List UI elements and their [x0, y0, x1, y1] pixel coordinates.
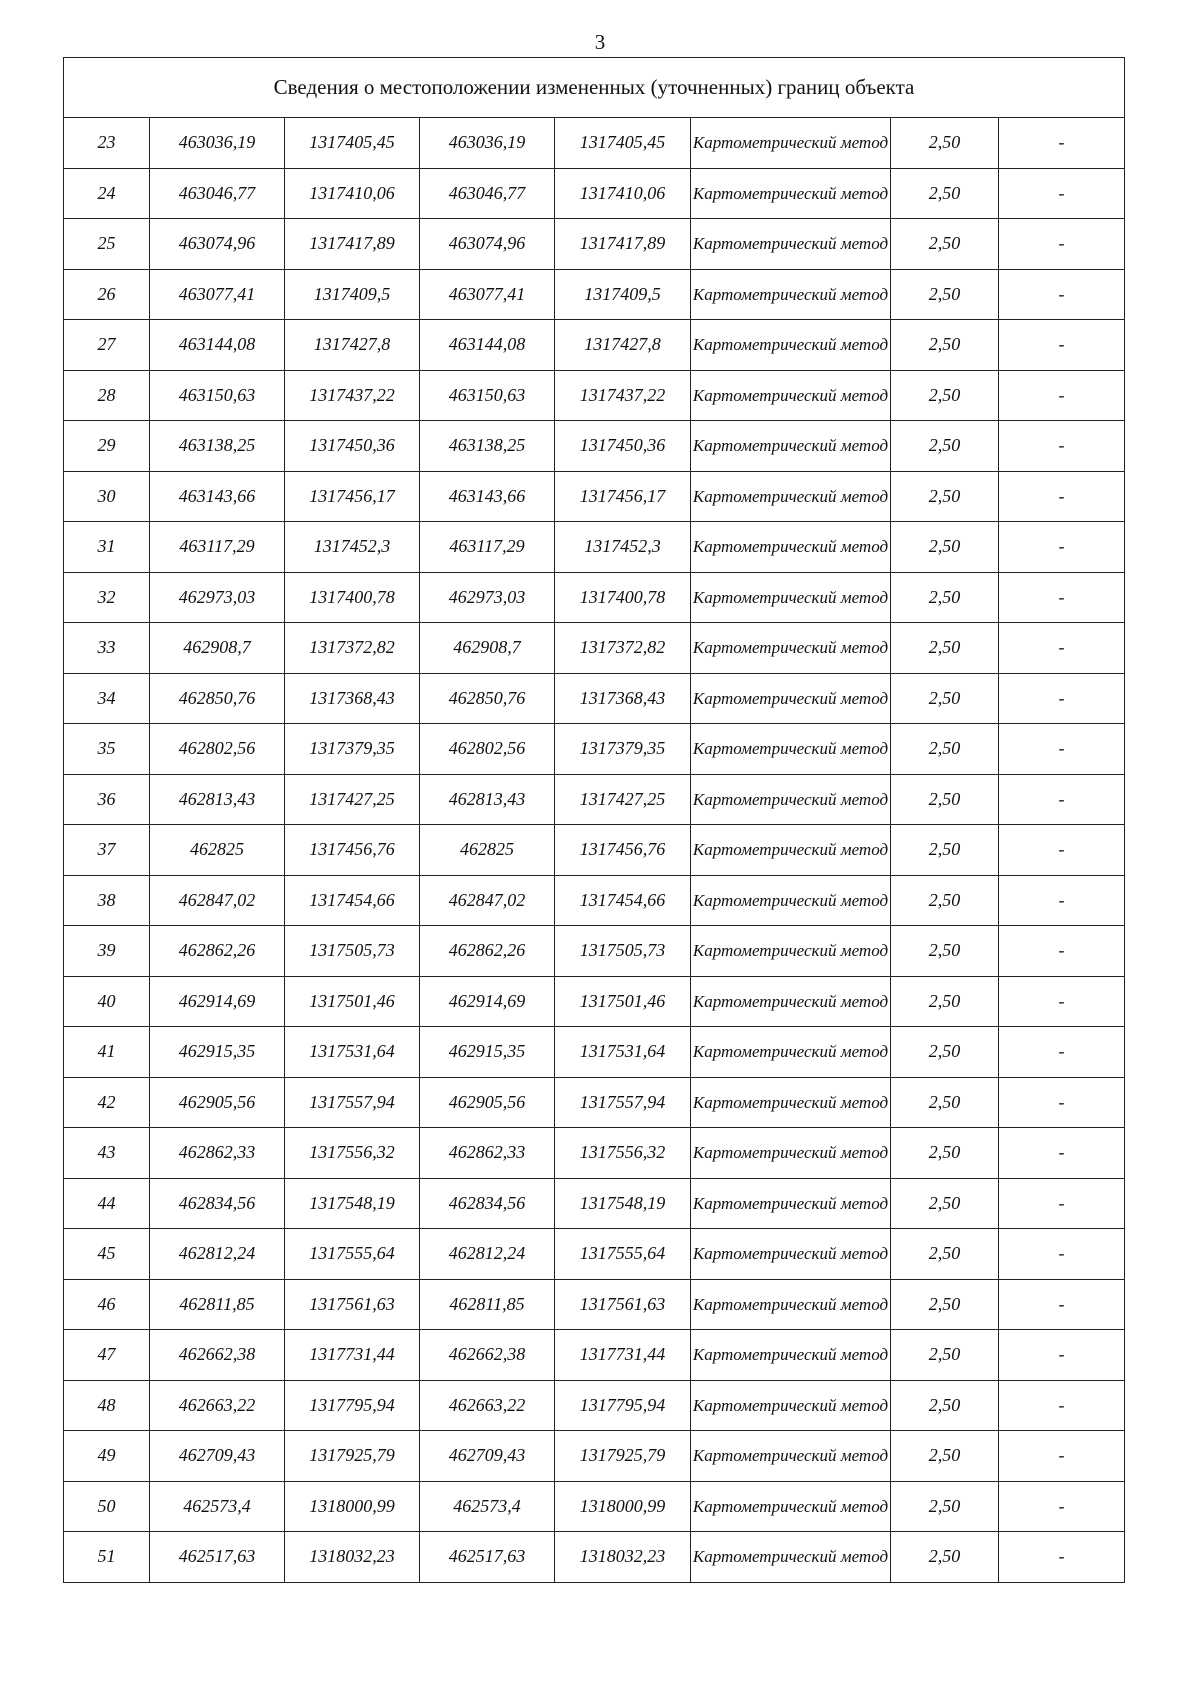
x-existing-cell: 462862,26: [150, 926, 285, 977]
determination-method-cell: Картометрический метод: [691, 118, 891, 169]
accuracy-cell: 2,50: [891, 774, 999, 825]
description-cell: -: [999, 825, 1125, 876]
table-row: [64, 623, 1125, 674]
y-new-cell: 1317405,45: [555, 118, 691, 169]
determination-method-cell: Картометрический метод: [691, 724, 891, 775]
y-existing-cell: 1317454,66: [285, 875, 420, 926]
table-row: [64, 471, 1125, 522]
description-cell: -: [999, 875, 1125, 926]
x-existing-cell: 462802,56: [150, 724, 285, 775]
point-number-cell: 42: [64, 1077, 150, 1128]
determination-method-cell: Картометрический метод: [691, 471, 891, 522]
description-cell: -: [999, 572, 1125, 623]
accuracy-cell: 2,50: [891, 522, 999, 573]
table-row: [64, 724, 1125, 775]
point-number-cell: 34: [64, 673, 150, 724]
table-row: [64, 1431, 1125, 1482]
x-existing-cell: 462862,33: [150, 1128, 285, 1179]
accuracy-cell: 2,50: [891, 219, 999, 270]
y-new-cell: 1317456,17: [555, 471, 691, 522]
y-existing-cell: 1317405,45: [285, 118, 420, 169]
y-existing-cell: 1317409,5: [285, 269, 420, 320]
point-number-cell: 41: [64, 1027, 150, 1078]
point-number-cell: 40: [64, 976, 150, 1027]
y-existing-cell: 1317556,32: [285, 1128, 420, 1179]
determination-method-cell: Картометрический метод: [691, 1279, 891, 1330]
x-new-cell: 462914,69: [420, 976, 555, 1027]
x-new-cell: 462517,63: [420, 1532, 555, 1583]
table-row: [64, 219, 1125, 270]
table-title-row: [64, 58, 1125, 118]
y-existing-cell: 1317557,94: [285, 1077, 420, 1128]
y-existing-cell: 1317561,63: [285, 1279, 420, 1330]
x-existing-cell: 462850,76: [150, 673, 285, 724]
table-row: [64, 118, 1125, 169]
x-existing-cell: 462825: [150, 825, 285, 876]
determination-method-cell: Картометрический метод: [691, 825, 891, 876]
table-row: [64, 522, 1125, 573]
table-row: [64, 1178, 1125, 1229]
x-existing-cell: 462847,02: [150, 875, 285, 926]
description-cell: -: [999, 1481, 1125, 1532]
y-new-cell: 1317409,5: [555, 269, 691, 320]
x-new-cell: 463144,08: [420, 320, 555, 371]
x-existing-cell: 463077,41: [150, 269, 285, 320]
y-new-cell: 1317427,25: [555, 774, 691, 825]
table-row: [64, 774, 1125, 825]
y-existing-cell: 1318000,99: [285, 1481, 420, 1532]
point-number-cell: 26: [64, 269, 150, 320]
determination-method-cell: Картометрический метод: [691, 976, 891, 1027]
description-cell: -: [999, 623, 1125, 674]
y-new-cell: 1317417,89: [555, 219, 691, 270]
determination-method-cell: Картометрический метод: [691, 522, 891, 573]
x-existing-cell: 462813,43: [150, 774, 285, 825]
description-cell: -: [999, 1178, 1125, 1229]
description-cell: -: [999, 926, 1125, 977]
description-cell: -: [999, 1330, 1125, 1381]
x-new-cell: 462847,02: [420, 875, 555, 926]
determination-method-cell: Картометрический метод: [691, 875, 891, 926]
x-new-cell: 462834,56: [420, 1178, 555, 1229]
page-number: 3: [594, 30, 606, 54]
table-row: [64, 1330, 1125, 1381]
point-number-cell: 37: [64, 825, 150, 876]
point-number-cell: 27: [64, 320, 150, 371]
determination-method-cell: Картометрический метод: [691, 1229, 891, 1280]
accuracy-cell: 2,50: [891, 1128, 999, 1179]
x-existing-cell: 463036,19: [150, 118, 285, 169]
x-new-cell: 462973,03: [420, 572, 555, 623]
accuracy-cell: 2,50: [891, 1027, 999, 1078]
x-existing-cell: 463117,29: [150, 522, 285, 573]
x-new-cell: 463074,96: [420, 219, 555, 270]
accuracy-cell: 2,50: [891, 1380, 999, 1431]
y-new-cell: 1317795,94: [555, 1380, 691, 1431]
determination-method-cell: Картометрический метод: [691, 370, 891, 421]
determination-method-cell: Картометрический метод: [691, 774, 891, 825]
determination-method-cell: Картометрический метод: [691, 269, 891, 320]
accuracy-cell: 2,50: [891, 1481, 999, 1532]
accuracy-cell: 2,50: [891, 471, 999, 522]
point-number-cell: 51: [64, 1532, 150, 1583]
x-existing-cell: 462517,63: [150, 1532, 285, 1583]
x-existing-cell: 462834,56: [150, 1178, 285, 1229]
point-number-cell: 33: [64, 623, 150, 674]
y-new-cell: 1317548,19: [555, 1178, 691, 1229]
y-existing-cell: 1317452,3: [285, 522, 420, 573]
y-new-cell: 1317731,44: [555, 1330, 691, 1381]
table-row: [64, 320, 1125, 371]
determination-method-cell: Картометрический метод: [691, 1481, 891, 1532]
y-new-cell: 1317531,64: [555, 1027, 691, 1078]
point-number-cell: 23: [64, 118, 150, 169]
x-new-cell: 462802,56: [420, 724, 555, 775]
y-existing-cell: 1317368,43: [285, 673, 420, 724]
accuracy-cell: 2,50: [891, 673, 999, 724]
determination-method-cell: Картометрический метод: [691, 1077, 891, 1128]
accuracy-cell: 2,50: [891, 875, 999, 926]
y-existing-cell: 1317548,19: [285, 1178, 420, 1229]
point-number-cell: 36: [64, 774, 150, 825]
x-existing-cell: 462914,69: [150, 976, 285, 1027]
table-row: [64, 673, 1125, 724]
accuracy-cell: 2,50: [891, 1178, 999, 1229]
table-row: [64, 1380, 1125, 1431]
x-existing-cell: 462905,56: [150, 1077, 285, 1128]
table-row: [64, 1128, 1125, 1179]
accuracy-cell: 2,50: [891, 269, 999, 320]
description-cell: -: [999, 421, 1125, 472]
x-existing-cell: 462662,38: [150, 1330, 285, 1381]
determination-method-cell: Картометрический метод: [691, 1532, 891, 1583]
table-row: [64, 370, 1125, 421]
y-new-cell: 1317456,76: [555, 825, 691, 876]
determination-method-cell: Картометрический метод: [691, 421, 891, 472]
table-row: [64, 168, 1125, 219]
x-new-cell: 462663,22: [420, 1380, 555, 1431]
x-existing-cell: 462709,43: [150, 1431, 285, 1482]
y-new-cell: 1317427,8: [555, 320, 691, 371]
accuracy-cell: 2,50: [891, 1279, 999, 1330]
y-existing-cell: 1317925,79: [285, 1431, 420, 1482]
determination-method-cell: Картометрический метод: [691, 673, 891, 724]
determination-method-cell: Картометрический метод: [691, 1380, 891, 1431]
description-cell: -: [999, 370, 1125, 421]
accuracy-cell: 2,50: [891, 421, 999, 472]
x-new-cell: 462850,76: [420, 673, 555, 724]
y-existing-cell: 1317731,44: [285, 1330, 420, 1381]
x-new-cell: 462573,4: [420, 1481, 555, 1532]
accuracy-cell: 2,50: [891, 1330, 999, 1381]
description-cell: -: [999, 724, 1125, 775]
y-existing-cell: 1317795,94: [285, 1380, 420, 1431]
y-new-cell: 1317452,3: [555, 522, 691, 573]
x-existing-cell: 462573,4: [150, 1481, 285, 1532]
x-new-cell: 462662,38: [420, 1330, 555, 1381]
x-existing-cell: 463144,08: [150, 320, 285, 371]
table-row: [64, 572, 1125, 623]
table-row: [64, 1532, 1125, 1583]
y-new-cell: 1317437,22: [555, 370, 691, 421]
accuracy-cell: 2,50: [891, 118, 999, 169]
x-new-cell: 462862,26: [420, 926, 555, 977]
determination-method-cell: Картометрический метод: [691, 320, 891, 371]
y-existing-cell: 1317400,78: [285, 572, 420, 623]
x-existing-cell: 462973,03: [150, 572, 285, 623]
point-number-cell: 46: [64, 1279, 150, 1330]
y-new-cell: 1317556,32: [555, 1128, 691, 1179]
point-number-cell: 48: [64, 1380, 150, 1431]
x-new-cell: 462862,33: [420, 1128, 555, 1179]
y-new-cell: 1317400,78: [555, 572, 691, 623]
y-existing-cell: 1317417,89: [285, 219, 420, 270]
point-number-cell: 38: [64, 875, 150, 926]
x-new-cell: 463117,29: [420, 522, 555, 573]
y-existing-cell: 1317379,35: [285, 724, 420, 775]
point-number-cell: 45: [64, 1229, 150, 1280]
determination-method-cell: Картометрический метод: [691, 1178, 891, 1229]
y-new-cell: 1317454,66: [555, 875, 691, 926]
y-existing-cell: 1317501,46: [285, 976, 420, 1027]
y-existing-cell: 1317410,06: [285, 168, 420, 219]
accuracy-cell: 2,50: [891, 572, 999, 623]
x-new-cell: 462905,56: [420, 1077, 555, 1128]
description-cell: -: [999, 1380, 1125, 1431]
x-existing-cell: 463074,96: [150, 219, 285, 270]
description-cell: -: [999, 1229, 1125, 1280]
y-new-cell: 1317501,46: [555, 976, 691, 1027]
description-cell: -: [999, 1077, 1125, 1128]
accuracy-cell: 2,50: [891, 168, 999, 219]
accuracy-cell: 2,50: [891, 370, 999, 421]
table-row: [64, 269, 1125, 320]
point-number-cell: 32: [64, 572, 150, 623]
description-cell: -: [999, 320, 1125, 371]
y-new-cell: 1317925,79: [555, 1431, 691, 1482]
y-new-cell: 1317368,43: [555, 673, 691, 724]
table-row: [64, 1077, 1125, 1128]
y-existing-cell: 1317427,25: [285, 774, 420, 825]
point-number-cell: 25: [64, 219, 150, 270]
point-number-cell: 49: [64, 1431, 150, 1482]
x-existing-cell: 463150,63: [150, 370, 285, 421]
determination-method-cell: Картометрический метод: [691, 1330, 891, 1381]
description-cell: -: [999, 1431, 1125, 1482]
y-new-cell: 1317379,35: [555, 724, 691, 775]
x-existing-cell: 462908,7: [150, 623, 285, 674]
y-existing-cell: 1317555,64: [285, 1229, 420, 1280]
description-cell: -: [999, 1027, 1125, 1078]
y-existing-cell: 1317456,76: [285, 825, 420, 876]
accuracy-cell: 2,50: [891, 926, 999, 977]
table-row: [64, 1229, 1125, 1280]
determination-method-cell: Картометрический метод: [691, 572, 891, 623]
description-cell: -: [999, 1532, 1125, 1583]
y-new-cell: 1317410,06: [555, 168, 691, 219]
table-row: [64, 421, 1125, 472]
description-cell: -: [999, 976, 1125, 1027]
point-number-cell: 44: [64, 1178, 150, 1229]
accuracy-cell: 2,50: [891, 1077, 999, 1128]
description-cell: -: [999, 1128, 1125, 1179]
y-new-cell: 1317561,63: [555, 1279, 691, 1330]
table-row: [64, 1279, 1125, 1330]
x-existing-cell: 462811,85: [150, 1279, 285, 1330]
x-existing-cell: 462812,24: [150, 1229, 285, 1280]
x-new-cell: 462811,85: [420, 1279, 555, 1330]
accuracy-cell: 2,50: [891, 825, 999, 876]
y-existing-cell: 1317505,73: [285, 926, 420, 977]
x-existing-cell: 462915,35: [150, 1027, 285, 1078]
y-new-cell: 1317450,36: [555, 421, 691, 472]
point-number-cell: 24: [64, 168, 150, 219]
determination-method-cell: Картометрический метод: [691, 168, 891, 219]
x-new-cell: 462709,43: [420, 1431, 555, 1482]
point-number-cell: 47: [64, 1330, 150, 1381]
description-cell: -: [999, 673, 1125, 724]
point-number-cell: 50: [64, 1481, 150, 1532]
x-new-cell: 462813,43: [420, 774, 555, 825]
y-new-cell: 1317505,73: [555, 926, 691, 977]
y-new-cell: 1317372,82: [555, 623, 691, 674]
x-new-cell: 462825: [420, 825, 555, 876]
point-number-cell: 43: [64, 1128, 150, 1179]
accuracy-cell: 2,50: [891, 724, 999, 775]
determination-method-cell: Картометрический метод: [691, 1128, 891, 1179]
table-row: [64, 825, 1125, 876]
x-new-cell: 463138,25: [420, 421, 555, 472]
determination-method-cell: Картометрический метод: [691, 1027, 891, 1078]
accuracy-cell: 2,50: [891, 976, 999, 1027]
point-number-cell: 31: [64, 522, 150, 573]
x-existing-cell: 463143,66: [150, 471, 285, 522]
table-row: [64, 1481, 1125, 1532]
accuracy-cell: 2,50: [891, 623, 999, 674]
point-number-cell: 29: [64, 421, 150, 472]
x-new-cell: 462915,35: [420, 1027, 555, 1078]
y-new-cell: 1318000,99: [555, 1481, 691, 1532]
point-number-cell: 35: [64, 724, 150, 775]
determination-method-cell: Картометрический метод: [691, 926, 891, 977]
accuracy-cell: 2,50: [891, 1229, 999, 1280]
x-new-cell: 463077,41: [420, 269, 555, 320]
accuracy-cell: 2,50: [891, 320, 999, 371]
y-existing-cell: 1317372,82: [285, 623, 420, 674]
x-existing-cell: 463138,25: [150, 421, 285, 472]
accuracy-cell: 2,50: [891, 1532, 999, 1583]
y-existing-cell: 1318032,23: [285, 1532, 420, 1583]
point-number-cell: 30: [64, 471, 150, 522]
y-new-cell: 1318032,23: [555, 1532, 691, 1583]
point-number-cell: 39: [64, 926, 150, 977]
determination-method-cell: Картометрический метод: [691, 623, 891, 674]
y-new-cell: 1317555,64: [555, 1229, 691, 1280]
description-cell: -: [999, 219, 1125, 270]
x-new-cell: 462812,24: [420, 1229, 555, 1280]
x-new-cell: 463046,77: [420, 168, 555, 219]
description-cell: -: [999, 118, 1125, 169]
x-new-cell: 463143,66: [420, 471, 555, 522]
y-existing-cell: 1317427,8: [285, 320, 420, 371]
table-row: [64, 875, 1125, 926]
table-title: [64, 58, 1125, 118]
y-existing-cell: 1317437,22: [285, 370, 420, 421]
boundary-coordinates-table: [63, 57, 1125, 1583]
accuracy-cell: 2,50: [891, 1431, 999, 1482]
table-row: [64, 976, 1125, 1027]
table-title-text: Сведения о местоположении измененных (уточненных) границ объекта: [273, 75, 915, 99]
y-existing-cell: 1317456,17: [285, 471, 420, 522]
determination-method-cell: Картометрический метод: [691, 1431, 891, 1482]
point-number-cell: 28: [64, 370, 150, 421]
description-cell: -: [999, 168, 1125, 219]
description-cell: -: [999, 1279, 1125, 1330]
y-existing-cell: 1317450,36: [285, 421, 420, 472]
determination-method-cell: Картометрический метод: [691, 219, 891, 270]
y-new-cell: 1317557,94: [555, 1077, 691, 1128]
x-new-cell: 462908,7: [420, 623, 555, 674]
table-row: [64, 926, 1125, 977]
description-cell: -: [999, 471, 1125, 522]
description-cell: -: [999, 774, 1125, 825]
y-existing-cell: 1317531,64: [285, 1027, 420, 1078]
x-new-cell: 463036,19: [420, 118, 555, 169]
description-cell: -: [999, 522, 1125, 573]
table-row: [64, 1027, 1125, 1078]
x-new-cell: 463150,63: [420, 370, 555, 421]
x-existing-cell: 463046,77: [150, 168, 285, 219]
description-cell: -: [999, 269, 1125, 320]
x-existing-cell: 462663,22: [150, 1380, 285, 1431]
